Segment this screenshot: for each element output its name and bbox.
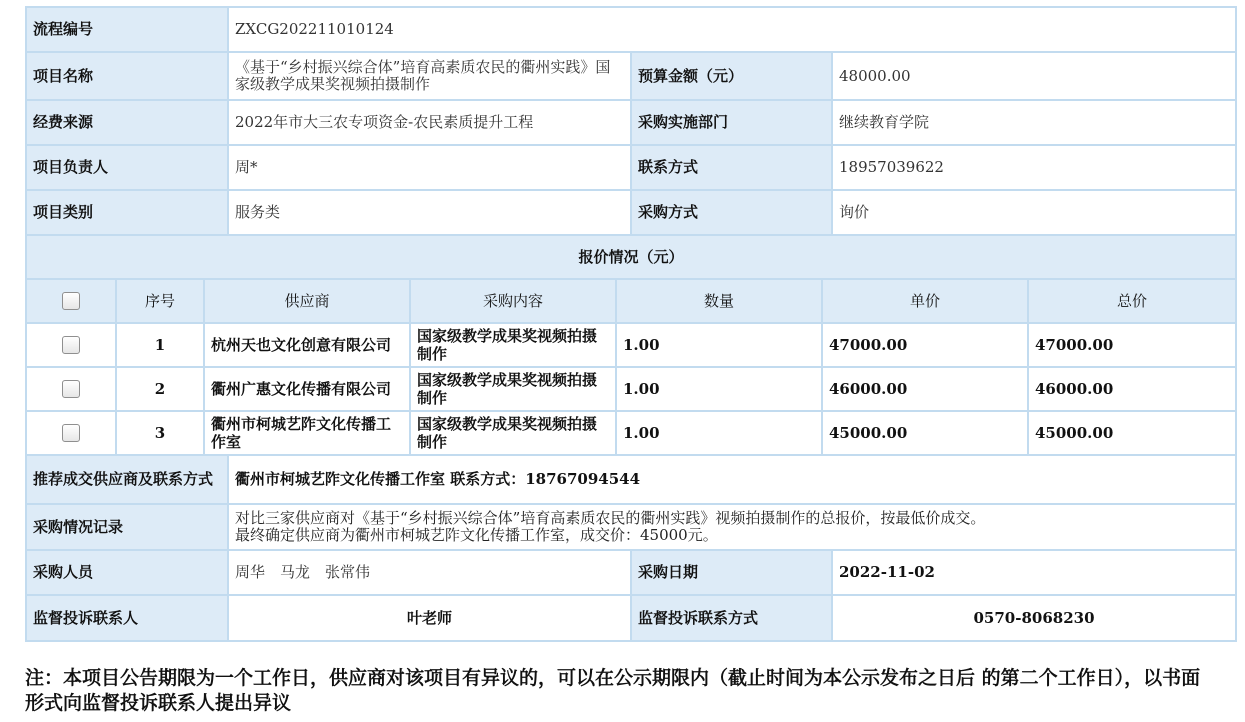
budget-value: 48000.00 [832,52,1236,100]
project-name-label: 项目名称 [26,52,228,100]
contact-value: 18957039622 [832,145,1236,190]
process-no-value: ZXCG202211010124 [228,7,1236,52]
select-all-checkbox[interactable] [62,292,80,310]
project-info-table [25,6,1237,280]
buyers-value: 周华 马龙 张常伟 [228,550,631,595]
method-value: 询价 [832,190,1236,235]
row-checkbox[interactable] [62,336,80,354]
date-label: 采购日期 [631,550,832,595]
notice-text: 注：本项目公告期限为一个工作日，供应商对该项目有异议的，可以在公示期限内（截止时间为本公示发布之日后 的第二个工作日），以书面形式向监督投诉联系人提出异议 [25,667,1201,714]
row-category [26,190,1236,235]
quote-qty: 1.00 [616,323,822,367]
row-select-cell [26,411,116,455]
quote-seq: 3 [116,411,204,455]
quote-unit-price: 46000.00 [822,367,1028,411]
select-all-cell [26,279,116,323]
quotes-header-row [26,279,1236,323]
row-process-no [26,7,1236,52]
project-name-value: 《基于“乡村振兴综合体”培育高素质农民的衢州实践》国家级教学成果奖视频拍摄制作 [228,52,631,100]
header-qty: 数量 [616,279,822,323]
category-label: 项目类别 [26,190,228,235]
supervisor-label: 监督投诉联系人 [26,595,228,641]
quote-unit-price: 45000.00 [822,411,1028,455]
owner-label: 项目负责人 [26,145,228,190]
header-content: 采购内容 [410,279,616,323]
fund-source-value: 2022年市大三农专项资金-农民素质提升工程 [228,100,631,145]
recommend-value: 衢州市柯城艺阼文化传播工作室 联系方式：18767094544 [228,455,1236,504]
row-fund-source [26,100,1236,145]
quote-supplier: 衢州广惠文化传播有限公司 [204,367,410,411]
dept-label: 采购实施部门 [631,100,832,145]
row-quotes-title [26,235,1236,279]
row-checkbox[interactable] [62,380,80,398]
contact-label: 联系方式 [631,145,832,190]
header-seq: 序号 [116,279,204,323]
header-total: 总价 [1028,279,1236,323]
supervisor-contact-value: 0570-8068230 [832,595,1236,641]
fund-source-label: 经费来源 [26,100,228,145]
quotes-section-title: 报价情况（元） [26,235,1236,279]
date-value: 2022-11-02 [832,550,1236,595]
row-select-cell [26,367,116,411]
quote-total: 47000.00 [1028,323,1236,367]
record-value [228,504,1236,550]
quote-supplier: 杭州天也文化创意有限公司 [204,323,410,367]
owner-value: 周* [228,145,631,190]
supervisor-value: 叶老师 [228,595,631,641]
row-checkbox[interactable] [62,424,80,442]
method-label: 采购方式 [631,190,832,235]
quote-content: 国家级教学成果奖视频拍摄制作 [410,367,616,411]
procurement-announcement [25,6,1235,642]
quote-seq: 2 [116,367,204,411]
result-table [25,454,1237,642]
category-value: 服务类 [228,190,631,235]
row-select-cell [26,323,116,367]
row-project-name [26,52,1236,100]
record-label: 采购情况记录 [26,504,228,550]
row-recommend [26,455,1236,504]
row-owner [26,145,1236,190]
supervisor-contact-label: 监督投诉联系方式 [631,595,832,641]
row-supervisor [26,595,1236,641]
quote-content: 国家级教学成果奖视频拍摄制作 [410,323,616,367]
row-buyers [26,550,1236,595]
quote-seq: 1 [116,323,204,367]
quote-unit-price: 47000.00 [822,323,1028,367]
header-supplier: 供应商 [204,279,410,323]
record-line-1: 对比三家供应商对《基于“乡村振兴综合体”培育高素质农民的衢州实践》视频拍摄制作的总报价，按最低价成交。 [235,509,986,527]
quote-qty: 1.00 [616,411,822,455]
quote-supplier: 衢州市柯城艺阼文化传播工作室 [204,411,410,455]
quote-qty: 1.00 [616,367,822,411]
quote-row [26,411,1236,455]
quote-total: 46000.00 [1028,367,1236,411]
dept-value: 继续教育学院 [832,100,1236,145]
recommend-label: 推荐成交供应商及联系方式 [26,455,228,504]
process-no-label: 流程编号 [26,7,228,52]
quotes-table [25,278,1237,456]
buyers-label: 采购人员 [26,550,228,595]
budget-label: 预算金额（元） [631,52,832,100]
header-unit-price: 单价 [822,279,1028,323]
quote-total: 45000.00 [1028,411,1236,455]
quote-row [26,367,1236,411]
quote-content: 国家级教学成果奖视频拍摄制作 [410,411,616,455]
quote-row [26,323,1236,367]
row-record [26,504,1236,550]
record-line-2: 最终确定供应商为衢州市柯城艺阼文化传播工作室，成交价：45000元。 [235,526,718,544]
